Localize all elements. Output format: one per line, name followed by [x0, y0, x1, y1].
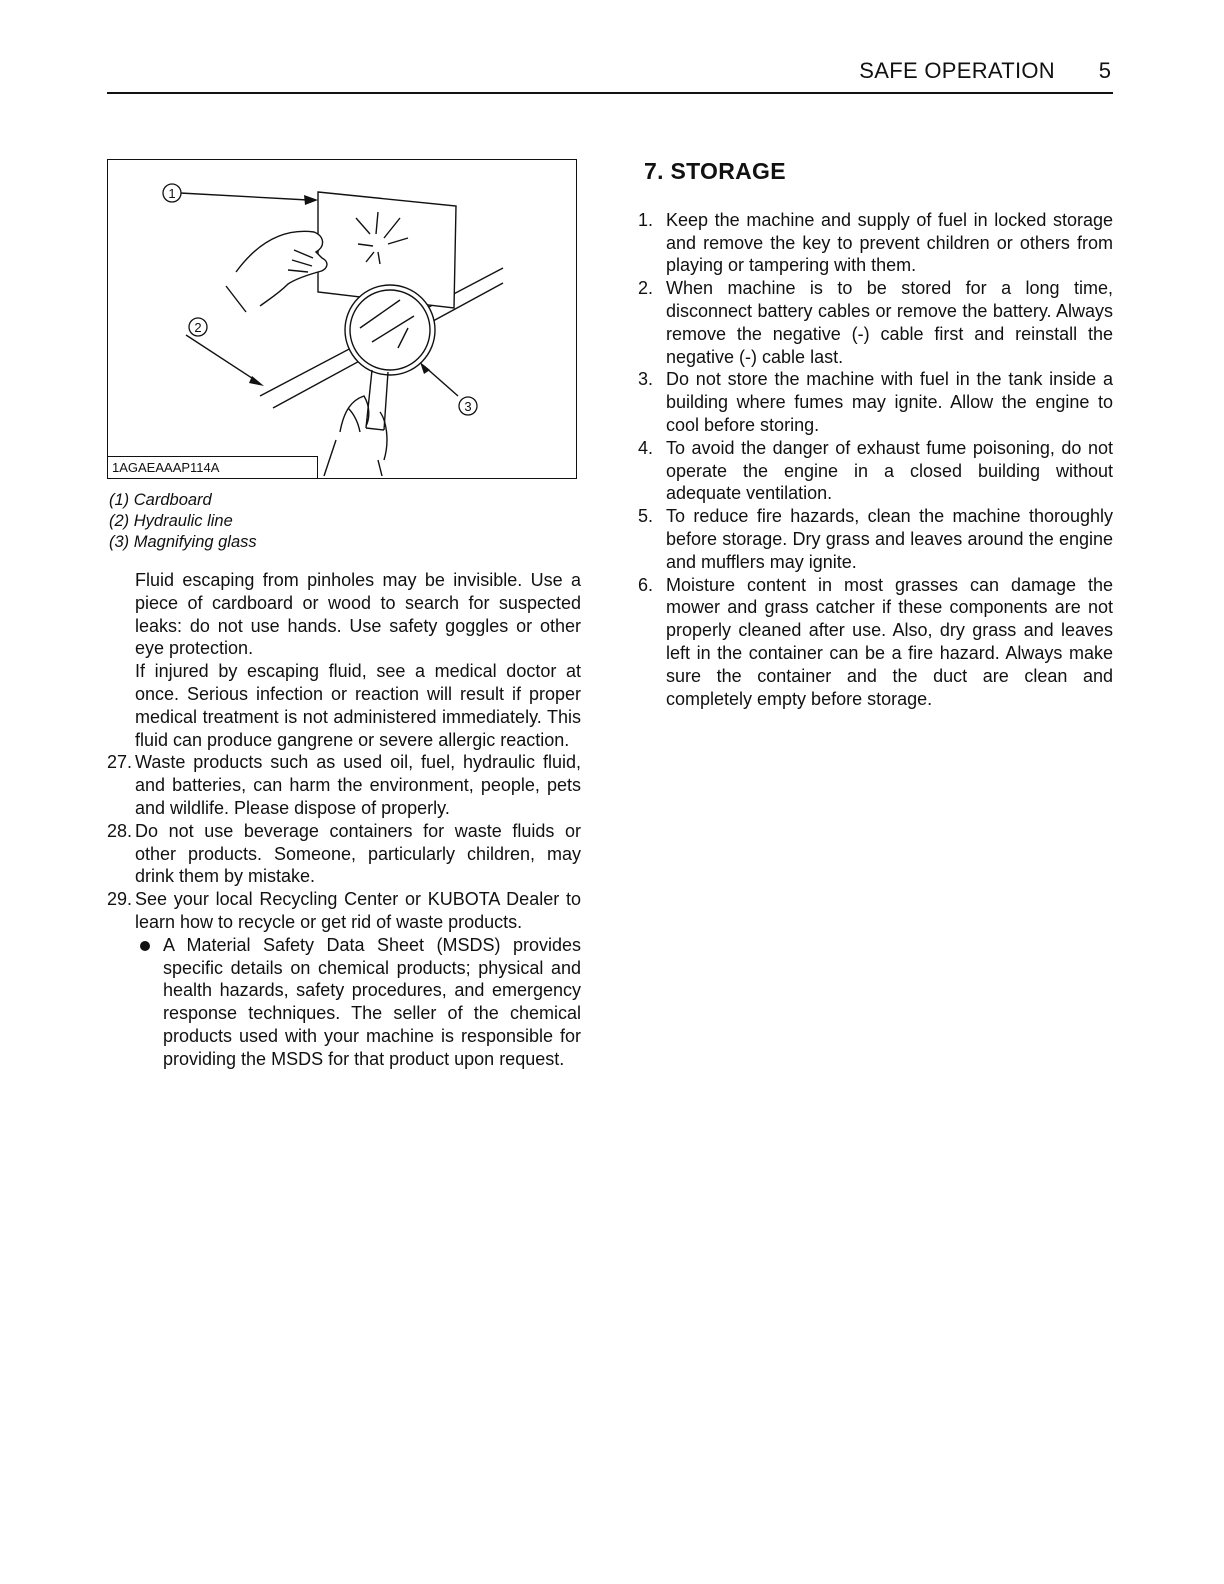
list-text: To avoid the danger of exhaust fume poisoning, do not operate the engine in a closed building without adequate ventilation. — [666, 437, 1113, 504]
list-item — [107, 751, 581, 819]
list-text: Do not store the machine with fuel in the tank inside a building where fumes may ignite. Allow the engine to cool before storing. — [666, 369, 1113, 435]
list-text: Keep the machine and supply of fuel in locked storage and remove the key to prevent children or others from playing or tampering with them. — [666, 209, 1113, 276]
figure-code: 1AGAEAAAP114A — [108, 456, 318, 478]
list-number: 28. — [107, 820, 133, 841]
list-text: See your local Recycling Center or KUBOTA Dealer to learn how to recycle or get rid of waste products. — [135, 889, 581, 932]
list-number: 3. — [638, 369, 654, 390]
section-title: SAFE OPERATION — [859, 58, 1055, 83]
list-item — [636, 437, 1113, 505]
list-text: Waste products such as used oil, fuel, hydraulic fluid, and batteries, can harm the environment, people, pets and wildlife. Please dispose of properly. — [135, 752, 581, 818]
list-text: Do not use beverage containers for waste fluids or other products. Someone, particularly children, may drink them by mistake. — [135, 820, 581, 887]
list-number: 5. — [638, 506, 654, 527]
page-header — [107, 56, 1113, 94]
caption-cardboard: (1) Cardboard — [109, 491, 212, 509]
list-item — [636, 574, 1113, 711]
callout-2-label: 2 — [194, 320, 202, 335]
paragraph-fluid-escaping: Fluid escaping from pinholes may be invisible. Use a piece of cardboard or wood to search for suspected leaks: do not use hands. Use safety goggles or other eye protection. — [135, 570, 581, 659]
list-item — [636, 209, 1113, 277]
callout-1-label: 1 — [168, 186, 176, 201]
storage-heading: 7. STORAGE — [644, 158, 786, 184]
figure-hydraulic-leak-check — [107, 159, 577, 479]
list-number: 29. — [107, 889, 133, 910]
paragraph-injury: If injured by escaping fluid, see a medical doctor at once. Serious infection or reaction will result if proper medical treatment is not administered immediately. This fluid can produce gangrene or severe allergic reaction. — [135, 661, 581, 750]
list-number: 2. — [638, 278, 654, 299]
list-item — [636, 505, 1113, 573]
list-text: When machine is to be stored for a long time, disconnect battery cables or remove the battery. Always remove the negative (-) cable first and reinstall the negative (-) cable last. — [666, 278, 1113, 367]
leak-check-illustration — [108, 160, 578, 480]
list-item — [636, 368, 1113, 436]
caption-magnifying-glass: (3) Magnifying glass — [109, 533, 257, 551]
figure-captions — [109, 490, 257, 553]
list-number: 27. — [107, 752, 133, 773]
list-number: 1. — [638, 209, 654, 230]
list-item — [107, 888, 581, 934]
bullet-msds — [107, 934, 581, 1071]
caption-hydraulic-line: (2) Hydraulic line — [109, 512, 233, 530]
left-column — [107, 569, 581, 1071]
bullet-icon — [140, 941, 150, 951]
page-number: 5 — [1098, 58, 1111, 83]
list-number: 6. — [638, 574, 654, 595]
right-column — [636, 160, 1113, 710]
list-item — [107, 820, 581, 888]
list-text: To reduce fire hazards, clean the machine thoroughly before storage. Dry grass and leaves around the engine and mufflers may ignite. — [666, 506, 1113, 572]
list-number: 4. — [638, 437, 654, 458]
list-item — [636, 277, 1113, 368]
callout-3-label: 3 — [464, 399, 472, 414]
bullet-text: A Material Safety Data Sheet (MSDS) provides specific details on chemical products; physical and health hazards, safety procedures, and emergency response techniques. The seller of the chemical products used with your machine is responsible for providing the MSDS for that product upon request. — [163, 934, 581, 1069]
list-text: Moisture content in most grasses can damage the mower and grass catcher if these components are not properly cleaned after use. Also, dry grass and leaves left in the container can be a fire hazard. Always make sure the container and the duct are clean and completely empty before storage. — [666, 574, 1113, 709]
